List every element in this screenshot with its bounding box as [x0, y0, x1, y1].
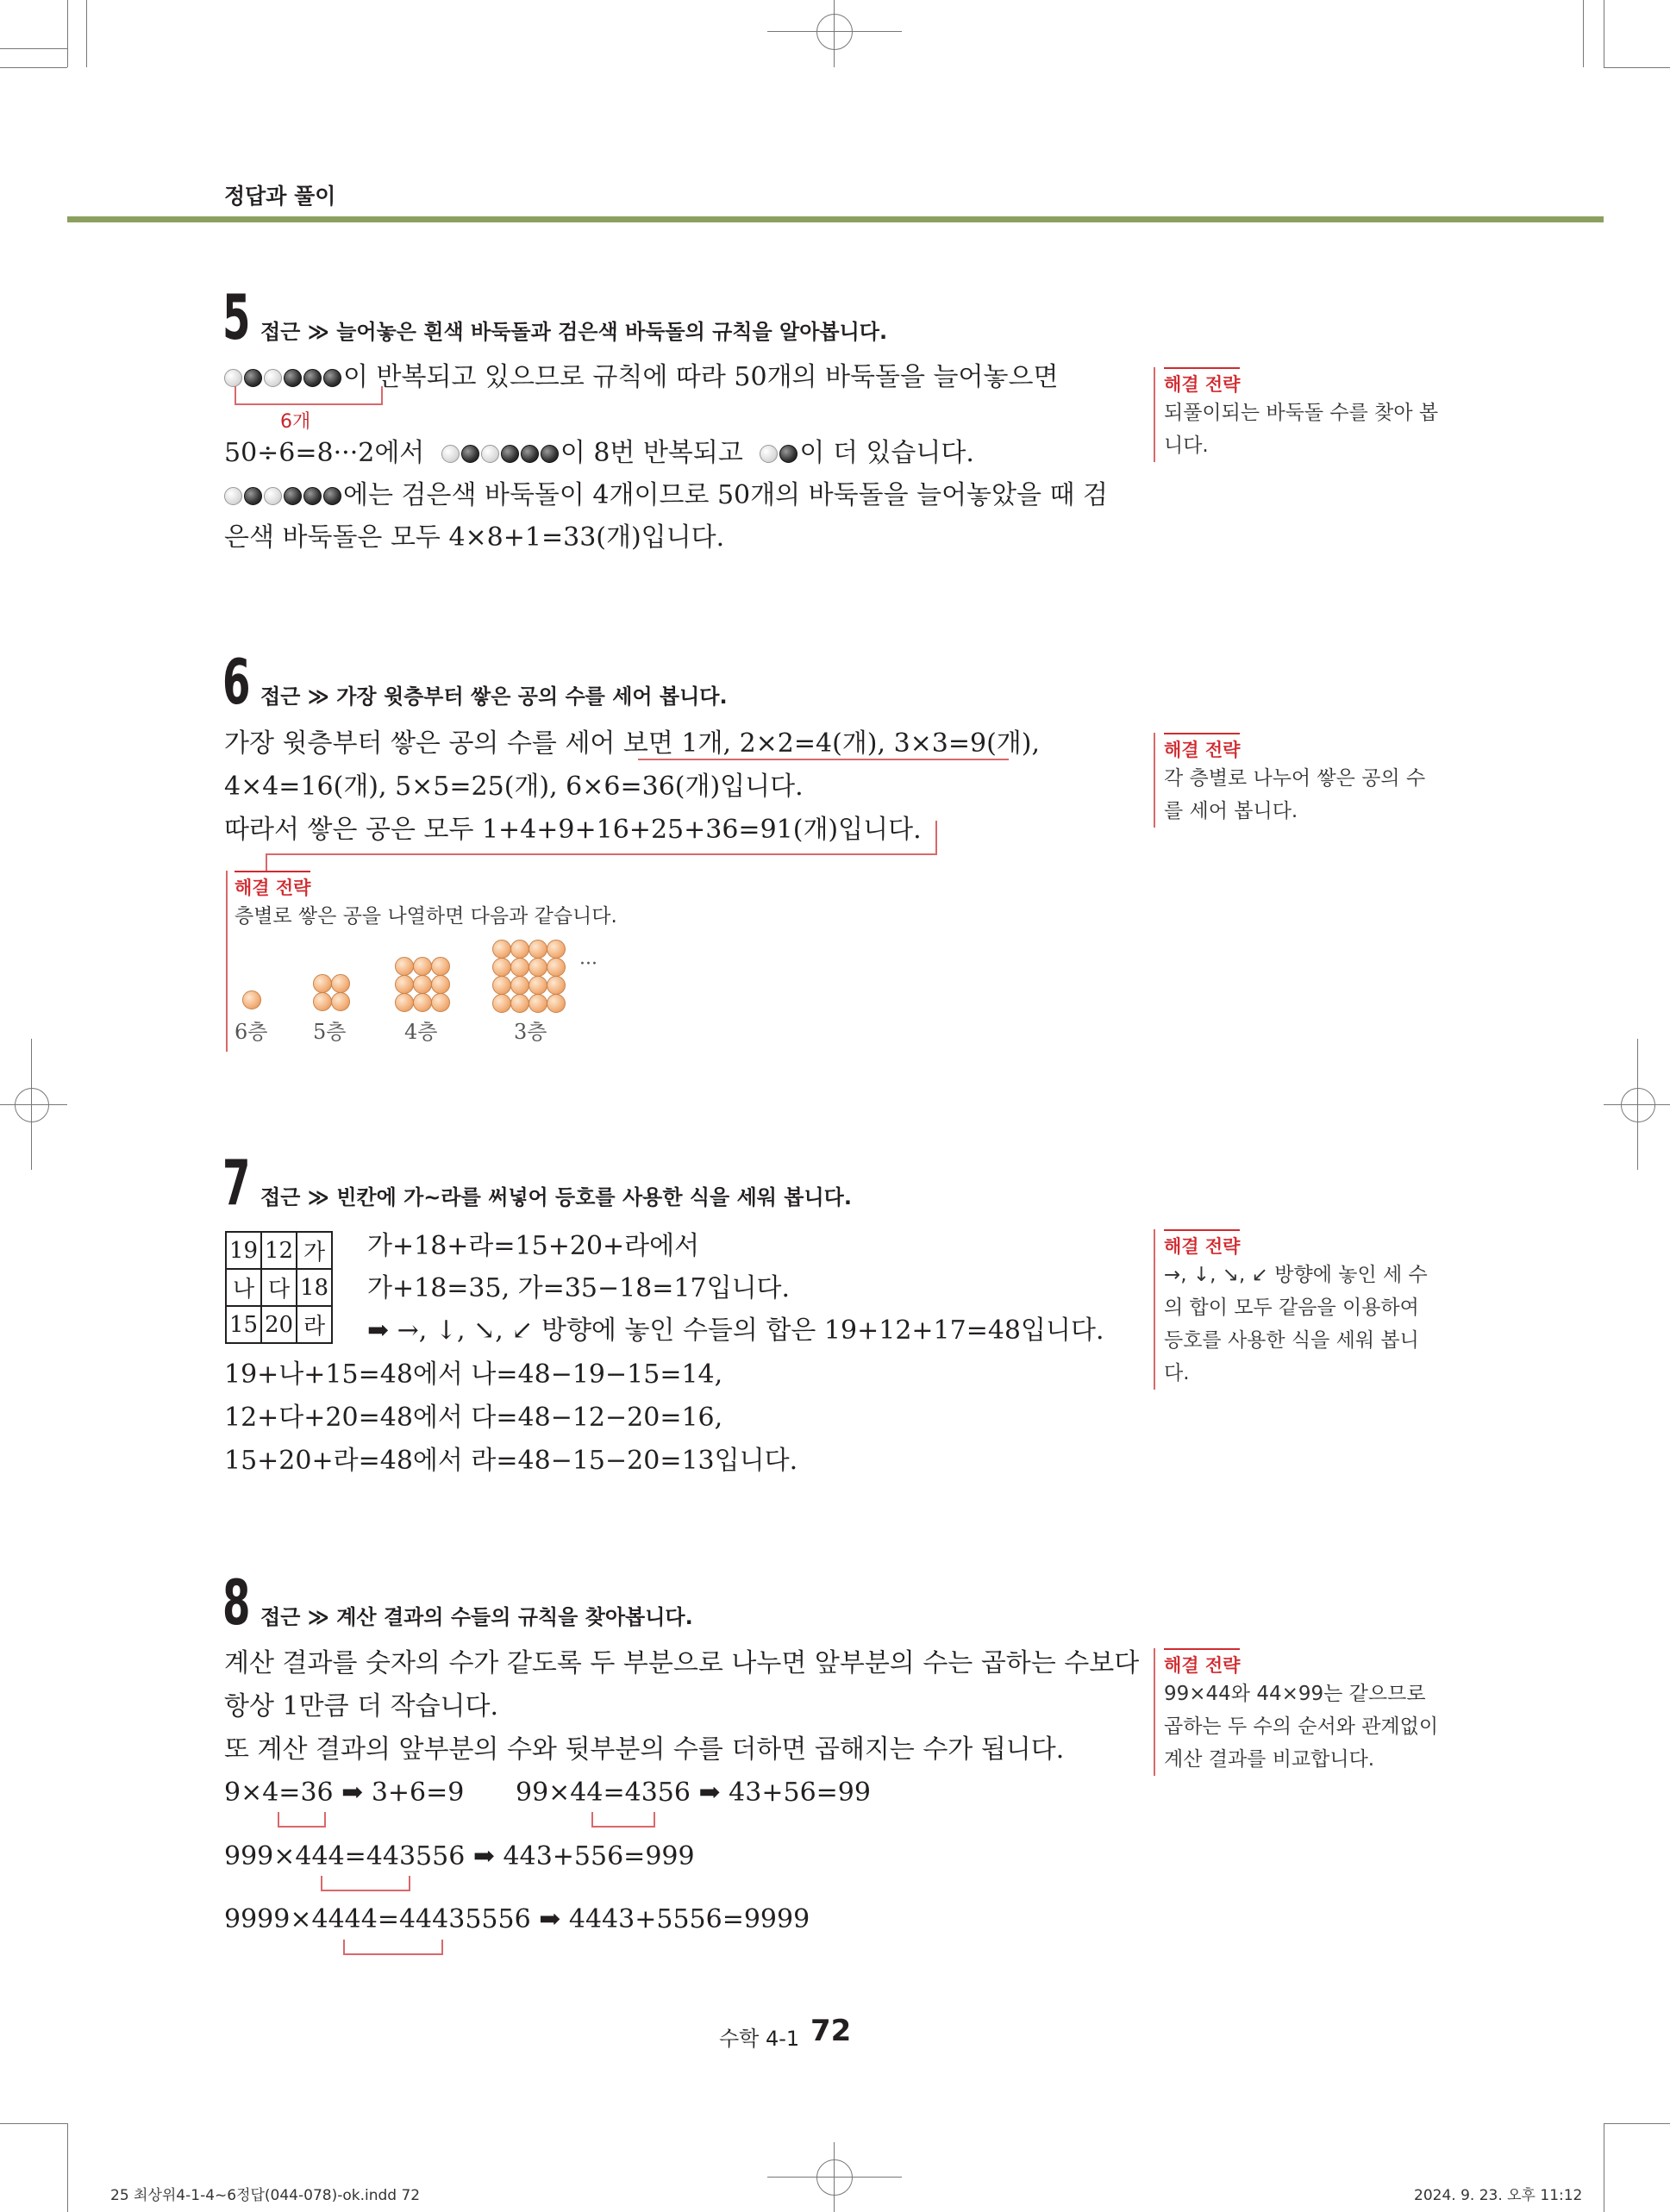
strategy-text: 층별로 쌓은 공을 나열하면 다음과 같습니다.: [235, 905, 617, 928]
strategy-tag: 해결 전략: [1164, 367, 1240, 397]
ball: [529, 940, 547, 959]
equation-4: 9999×4444=44435556 ➡ 4443+5556=9999: [224, 1904, 810, 1934]
ball: [547, 958, 566, 977]
ball: [529, 958, 547, 977]
page-label: 수학 4-1: [719, 2027, 800, 2051]
strategy-box: [1154, 367, 1442, 462]
ball: [547, 976, 566, 995]
ball: [331, 992, 350, 1011]
ball: [413, 957, 432, 976]
ball: [492, 994, 511, 1013]
ball: [395, 957, 414, 976]
equation-3: 999×444=443556 ➡ 443+556=999: [224, 1841, 695, 1871]
strategy-text: 각 층별로 나누어 쌓은 공의 수를 세어 봅니다.: [1164, 767, 1426, 822]
ball: [492, 958, 511, 977]
connector-bracket: [343, 1940, 443, 1955]
approach-line: [260, 315, 887, 345]
strategy-text: →, ↓, ↘, ↙ 방향에 놓인 세 수의 합이 모두 같음을 이용하여 등호를 사용한 식을 세워 봅니다.: [1164, 1264, 1428, 1384]
six-label: 6개: [280, 411, 311, 433]
q7-line-6: 15+20+라=48에서 라=48−15−20=13입니다.: [224, 1446, 798, 1476]
file-name: 25 최상위4-1-4~6정답(044-078)-ok.indd 72: [110, 2187, 421, 2204]
inner-strategy-box: [226, 871, 710, 1052]
ball: [431, 975, 450, 994]
grid-cell: 20: [261, 1306, 297, 1343]
grid-cell: 19: [226, 1232, 261, 1269]
ball: [510, 976, 529, 995]
page-header-title: 정답과 풀이: [224, 184, 336, 209]
grid-cell: 12: [261, 1232, 297, 1269]
approach-label: 접근 ≫: [260, 1185, 329, 1209]
connector-line: [935, 821, 937, 855]
print-date: 2024. 9. 23. 오후 11:12: [1414, 2187, 1583, 2204]
q7-line-2: 가+18=35, 가=35−18=17입니다.: [367, 1273, 791, 1303]
strategy-text: 되풀이되는 바둑돌 수를 찾아 봅니다.: [1164, 402, 1439, 457]
stone-pattern: [441, 438, 560, 468]
q5-line-1: 이 반복되고 있으므로 규칙에 따라 50개의 바둑돌을 늘어놓으면: [224, 362, 1058, 393]
equation-2: 99×44=4356 ➡ 43+56=99: [516, 1778, 871, 1808]
ball: [547, 994, 566, 1013]
registration-mark-right: [1621, 1088, 1655, 1122]
ball: [529, 994, 547, 1013]
ball: [331, 974, 350, 993]
approach-label: 접근 ≫: [260, 684, 329, 709]
strategy-text: 99×44와 44×99는 같으므로 곱하는 두 수의 순서와 관계없이 계산 결과를 비교합니다.: [1164, 1683, 1439, 1771]
question-number: 6: [222, 646, 251, 718]
q7-line-1: 가+18+라=15+20+라에서: [367, 1231, 700, 1261]
ball: [492, 940, 511, 959]
strategy-tag: 해결 전략: [1164, 1229, 1240, 1259]
stone-pattern: [224, 480, 343, 510]
ball: [395, 993, 414, 1012]
ball: [413, 975, 432, 994]
approach-text: 늘어놓은 흰색 바둑돌과 검은색 바둑돌의 규칙을 알아봅니다.: [336, 320, 888, 344]
ball: [492, 976, 511, 995]
registration-mark-top: [816, 14, 853, 50]
ball: [413, 993, 432, 1012]
registration-mark-bottom: [816, 2159, 853, 2196]
strategy-box: [1154, 1648, 1442, 1776]
strategy-tag: 해결 전략: [1164, 1648, 1240, 1678]
question-number: 7: [222, 1147, 251, 1219]
q7-line-4: 19+나+15=48에서 나=48−19−15=14,: [224, 1359, 723, 1390]
q8-line-3: 또 계산 결과의 앞부분의 수와 뒷부분의 수를 더하면 곱해지는 수가 됩니다.: [224, 1734, 1065, 1765]
approach-text: 계산 결과의 수들의 규칙을 찾아봅니다.: [336, 1605, 693, 1629]
grid-cell: 15: [226, 1306, 261, 1343]
ball: [431, 957, 450, 976]
grid-cell: 나: [226, 1269, 261, 1306]
floor-label: 4층: [404, 1020, 438, 1044]
q7-line-3: ➡ →, ↓, ↘, ↙ 방향에 놓인 수들의 합은 19+12+17=48입니다.: [367, 1315, 1104, 1346]
ball: [510, 958, 529, 977]
q7-line-5: 12+다+20=48에서 다=48−12−20=16,: [224, 1403, 723, 1433]
q5-line-3: 에는 검은색 바둑돌이 4개이므로 50개의 바둑돌을 늘어놓았을 때 검: [224, 480, 1108, 511]
grid-cell: 가: [297, 1232, 332, 1269]
q5-line-2: 50÷6=8···2에서 이 8번 반복되고 이 더 있습니다.: [224, 438, 974, 468]
q6-line-1: 가장 윗층부터 쌓은 공의 수를 세어 보면 1개, 2×2=4(개), 3×3=9(개),: [224, 728, 1041, 759]
connector-line: [266, 853, 267, 871]
ball: [313, 974, 332, 993]
q6-line-3: 따라서 쌓은 공은 모두 1+4+9+16+25+36=91(개)입니다.: [224, 815, 922, 845]
ball: [431, 993, 450, 1012]
ball: [395, 975, 414, 994]
ball: [313, 992, 332, 1011]
strategy-tag: 해결 전략: [1164, 733, 1240, 762]
header-rule: [67, 216, 1604, 222]
connector-bracket: [278, 1812, 326, 1828]
grid-cell: 다: [261, 1269, 297, 1306]
page-number: 72: [810, 2014, 852, 2048]
ball: [547, 940, 566, 959]
stone-pair: [760, 438, 799, 468]
ball: [510, 940, 529, 959]
floor-label: 6층: [235, 1020, 268, 1044]
approach-label: 접근 ≫: [260, 1605, 329, 1629]
underline: [638, 759, 1009, 760]
q8-line-2: 항상 1만큼 더 작습니다.: [224, 1691, 499, 1721]
floor-label: 5층: [313, 1020, 347, 1044]
number-grid: [225, 1231, 333, 1344]
registration-mark-left: [15, 1088, 49, 1122]
approach-text: 빈칸에 가~라를 써넣어 등호를 사용한 식을 세워 봅니다.: [336, 1185, 852, 1209]
six-stone-bracket: [235, 386, 383, 405]
approach-line: [260, 1600, 693, 1630]
grid-cell: 라: [297, 1306, 332, 1343]
approach-text: 가장 윗층부터 쌓은 공의 수를 세어 봅니다.: [336, 684, 728, 709]
equation-1: 9×4=36 ➡ 3+6=9: [224, 1778, 465, 1808]
connector-bracket: [321, 1876, 410, 1891]
strategy-box: [1154, 733, 1442, 828]
floor-label: 3층: [514, 1020, 547, 1044]
q5-line-4: 은색 바둑돌은 모두 4×8+1=33(개)입니다.: [224, 522, 725, 553]
grid-cell: 18: [297, 1269, 332, 1306]
approach-line: [260, 1180, 852, 1210]
connector-bracket: [591, 1812, 655, 1828]
strategy-tag: 해결 전략: [235, 871, 310, 900]
ball: [242, 990, 261, 1009]
q6-line-2: 4×4=16(개), 5×5=25(개), 6×6=36(개)입니다.: [224, 772, 804, 802]
approach-label: 접근 ≫: [260, 320, 329, 344]
q8-line-1: 계산 결과를 숫자의 수가 같도록 두 부분으로 나누면 앞부분의 수는 곱하는 수보다: [224, 1648, 1140, 1678]
ball: [510, 994, 529, 1013]
approach-line: [260, 679, 728, 709]
strategy-box: [1154, 1229, 1442, 1390]
ball: [529, 976, 547, 995]
connector-line: [266, 853, 937, 855]
question-number: 5: [222, 281, 251, 353]
ellipsis: ···: [579, 953, 597, 975]
question-number: 8: [222, 1566, 251, 1639]
